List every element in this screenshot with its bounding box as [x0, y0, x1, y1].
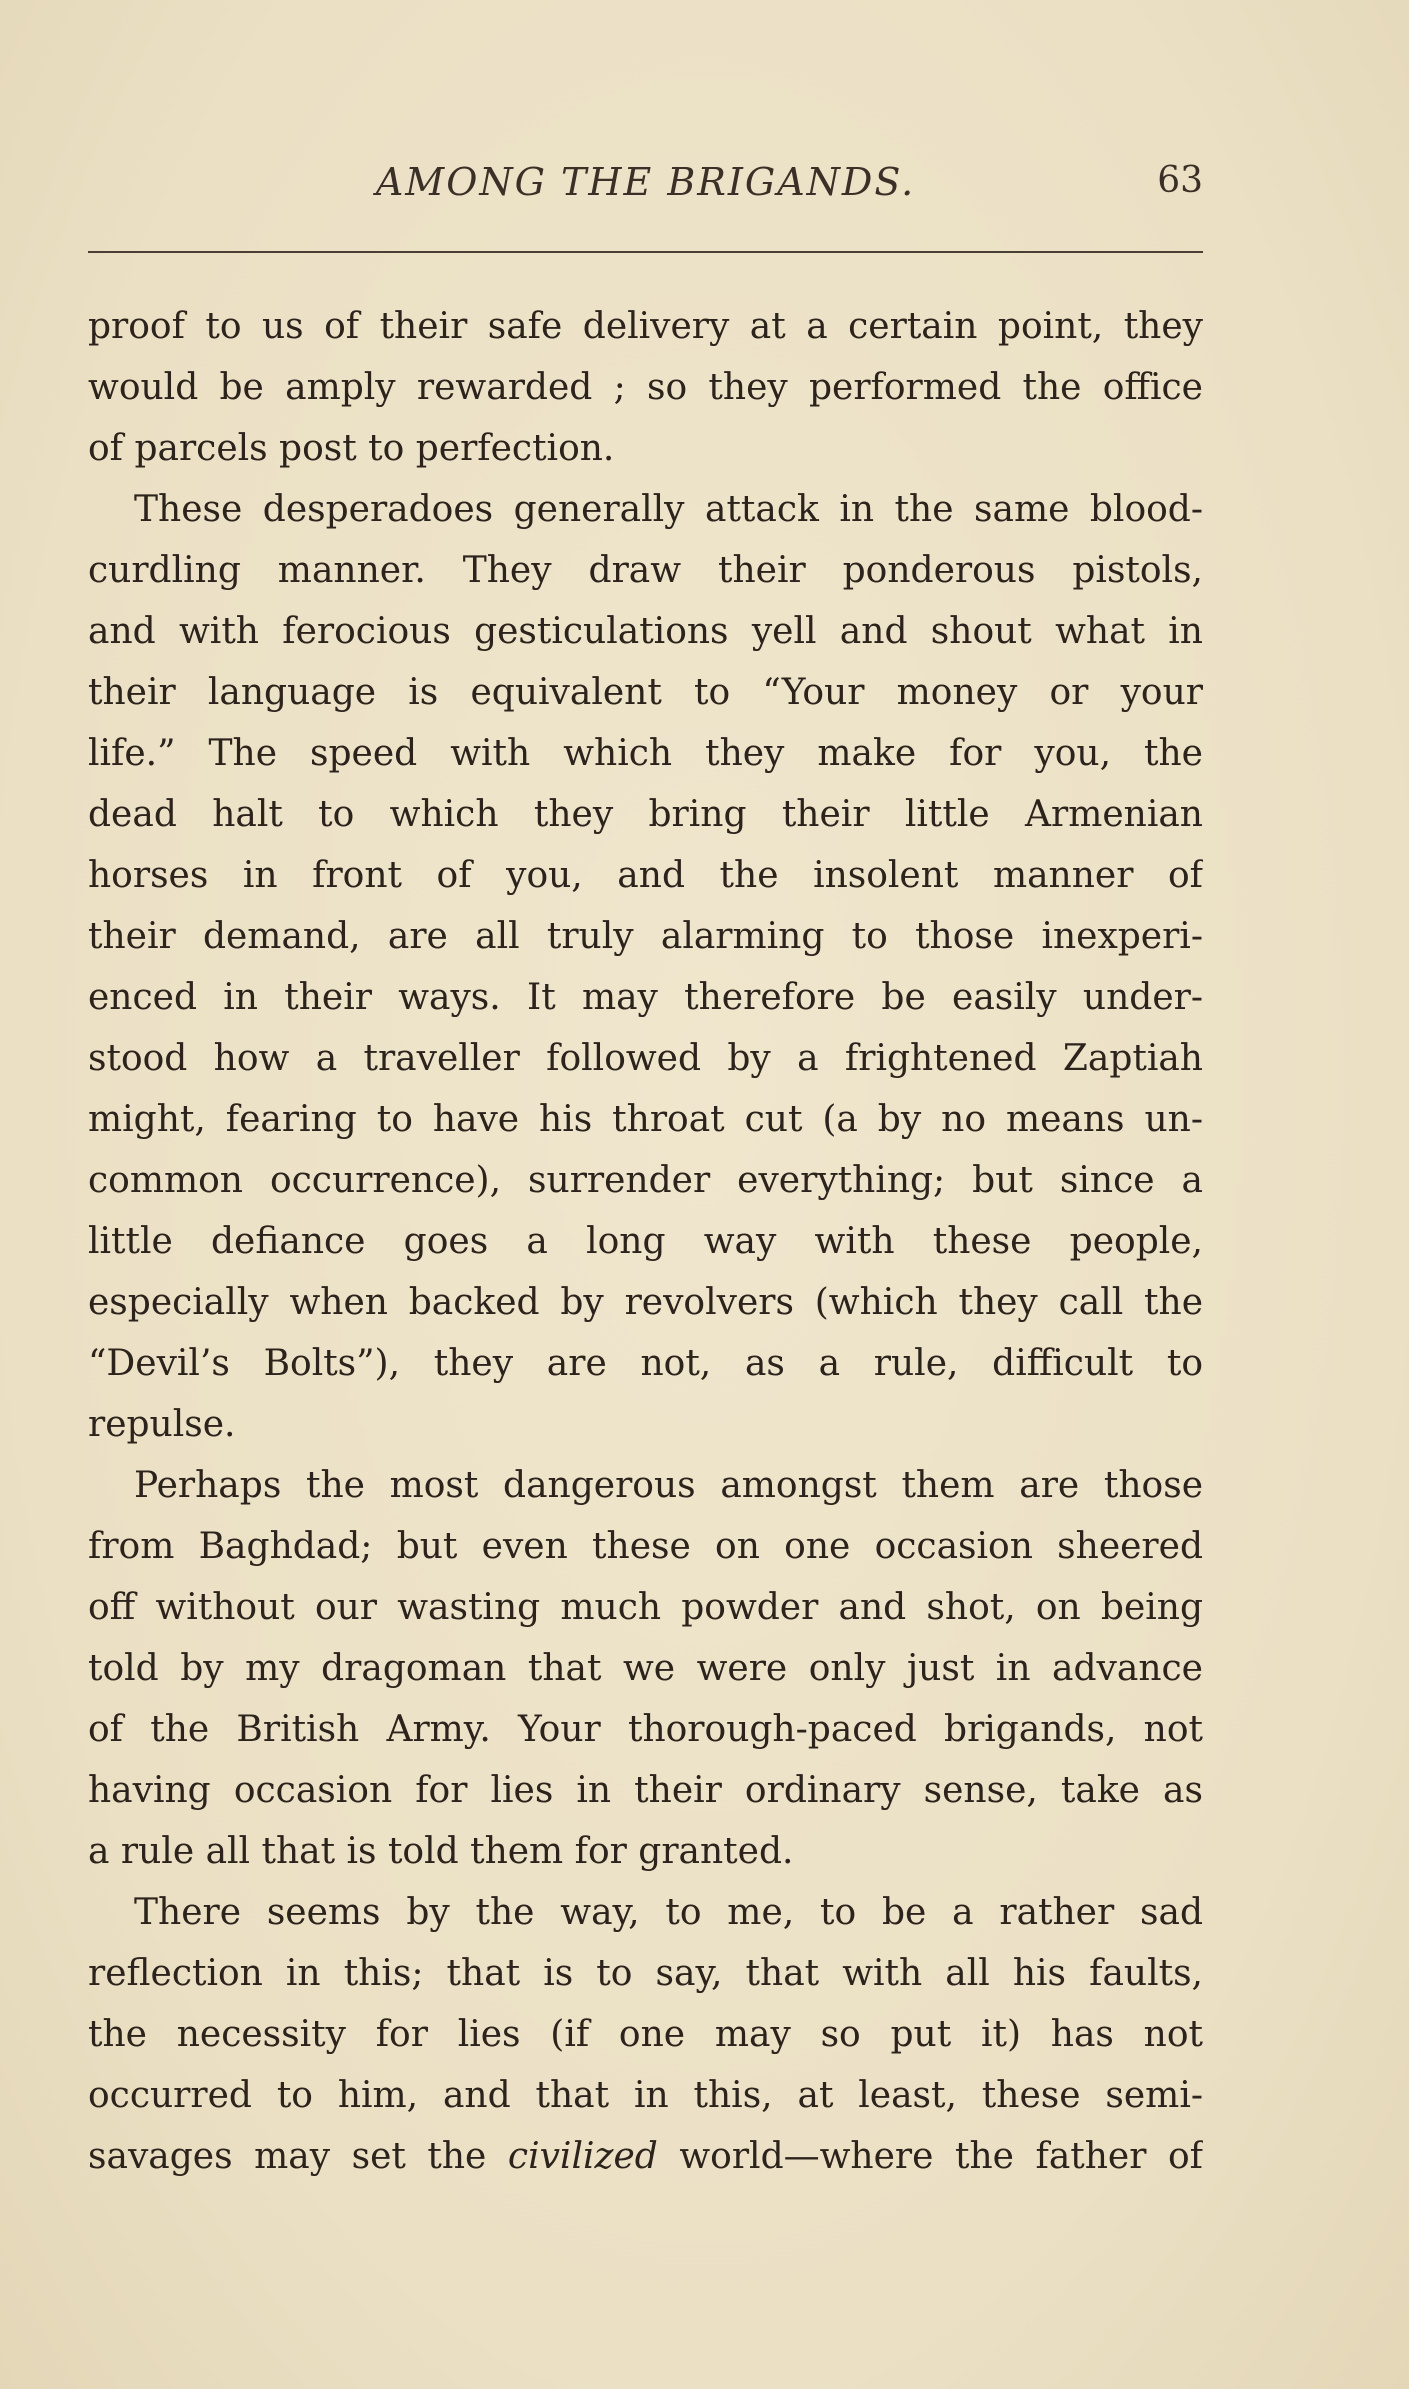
text-line: little defiance goes a long way with these people,	[88, 1221, 1203, 1262]
text-line: Perhaps the most dangerous amongst them are those	[134, 1465, 1203, 1506]
text-line: dead halt to which they bring their little Armenian	[88, 794, 1203, 835]
text-line: told by my dragoman that we were only just in advance	[88, 1648, 1203, 1689]
text-line: enced in their ways. It may therefore be easily under-	[88, 977, 1203, 1018]
running-head	[88, 160, 1203, 220]
text-line: proof to us of their safe delivery at a certain point, they	[88, 306, 1203, 347]
text-line: their demand, are all truly alarming to those inexperi-	[88, 916, 1203, 957]
text-line: These desperadoes generally attack in the same blood-	[134, 489, 1203, 530]
text-line: of the British Army. Your thorough-paced brigands, not	[88, 1709, 1203, 1750]
text-line: stood how a traveller followed by a frightened Zaptiah	[88, 1038, 1203, 1079]
text-line: horses in front of you, and the insolent manner of	[88, 855, 1203, 896]
text-line: might, fearing to have his throat cut (a by no means un-	[88, 1099, 1203, 1140]
text-line: especially when backed by revolvers (which they call the	[88, 1282, 1203, 1323]
text-line-mixed	[88, 2126, 1203, 2187]
text-line: “Devil’s Bolts”), they are not, as a rule, difficult to	[88, 1343, 1203, 1384]
italic-word: civilized	[507, 2136, 658, 2177]
text-line: There seems by the way, to me, to be a rather sad	[134, 1892, 1203, 1933]
header-rule	[88, 251, 1203, 253]
text-line: curdling manner. They draw their ponderous pistols,	[88, 550, 1203, 591]
text-line: would be amply rewarded ; so they performed the office	[88, 367, 1203, 408]
page-number: 63	[1157, 160, 1203, 201]
text-line: having occasion for lies in their ordinary sense, take as	[88, 1770, 1203, 1811]
body-text	[88, 296, 1203, 2187]
text-line: occurred to him, and that in this, at least, these semi-	[88, 2075, 1203, 2116]
text-line: a rule all that is told them for granted.	[88, 1831, 794, 1872]
text-line: of parcels post to perfection.	[88, 428, 615, 469]
text-line: life.” The speed with which they make for you, the	[88, 733, 1203, 774]
text-line: common occurrence), surrender everything; but since a	[88, 1160, 1203, 1201]
running-title: AMONG THE BRIGANDS.	[375, 160, 916, 204]
text-line: repulse.	[88, 1404, 236, 1445]
text-segment: savages may set the	[88, 2136, 487, 2177]
text-line: their language is equivalent to “Your money or your	[88, 672, 1203, 713]
text-line: and with ferocious gesticulations yell and shout what in	[88, 611, 1203, 652]
text-line: from Baghdad; but even these on one occasion sheered	[88, 1526, 1203, 1567]
text-line: the necessity for lies (if one may so put it) has not	[88, 2014, 1203, 2055]
text-line: off without our wasting much powder and shot, on being	[88, 1587, 1203, 1628]
text-segment: world—where the father of	[679, 2136, 1203, 2177]
text-line: reflection in this; that is to say, that with all his faults,	[88, 1953, 1203, 1994]
